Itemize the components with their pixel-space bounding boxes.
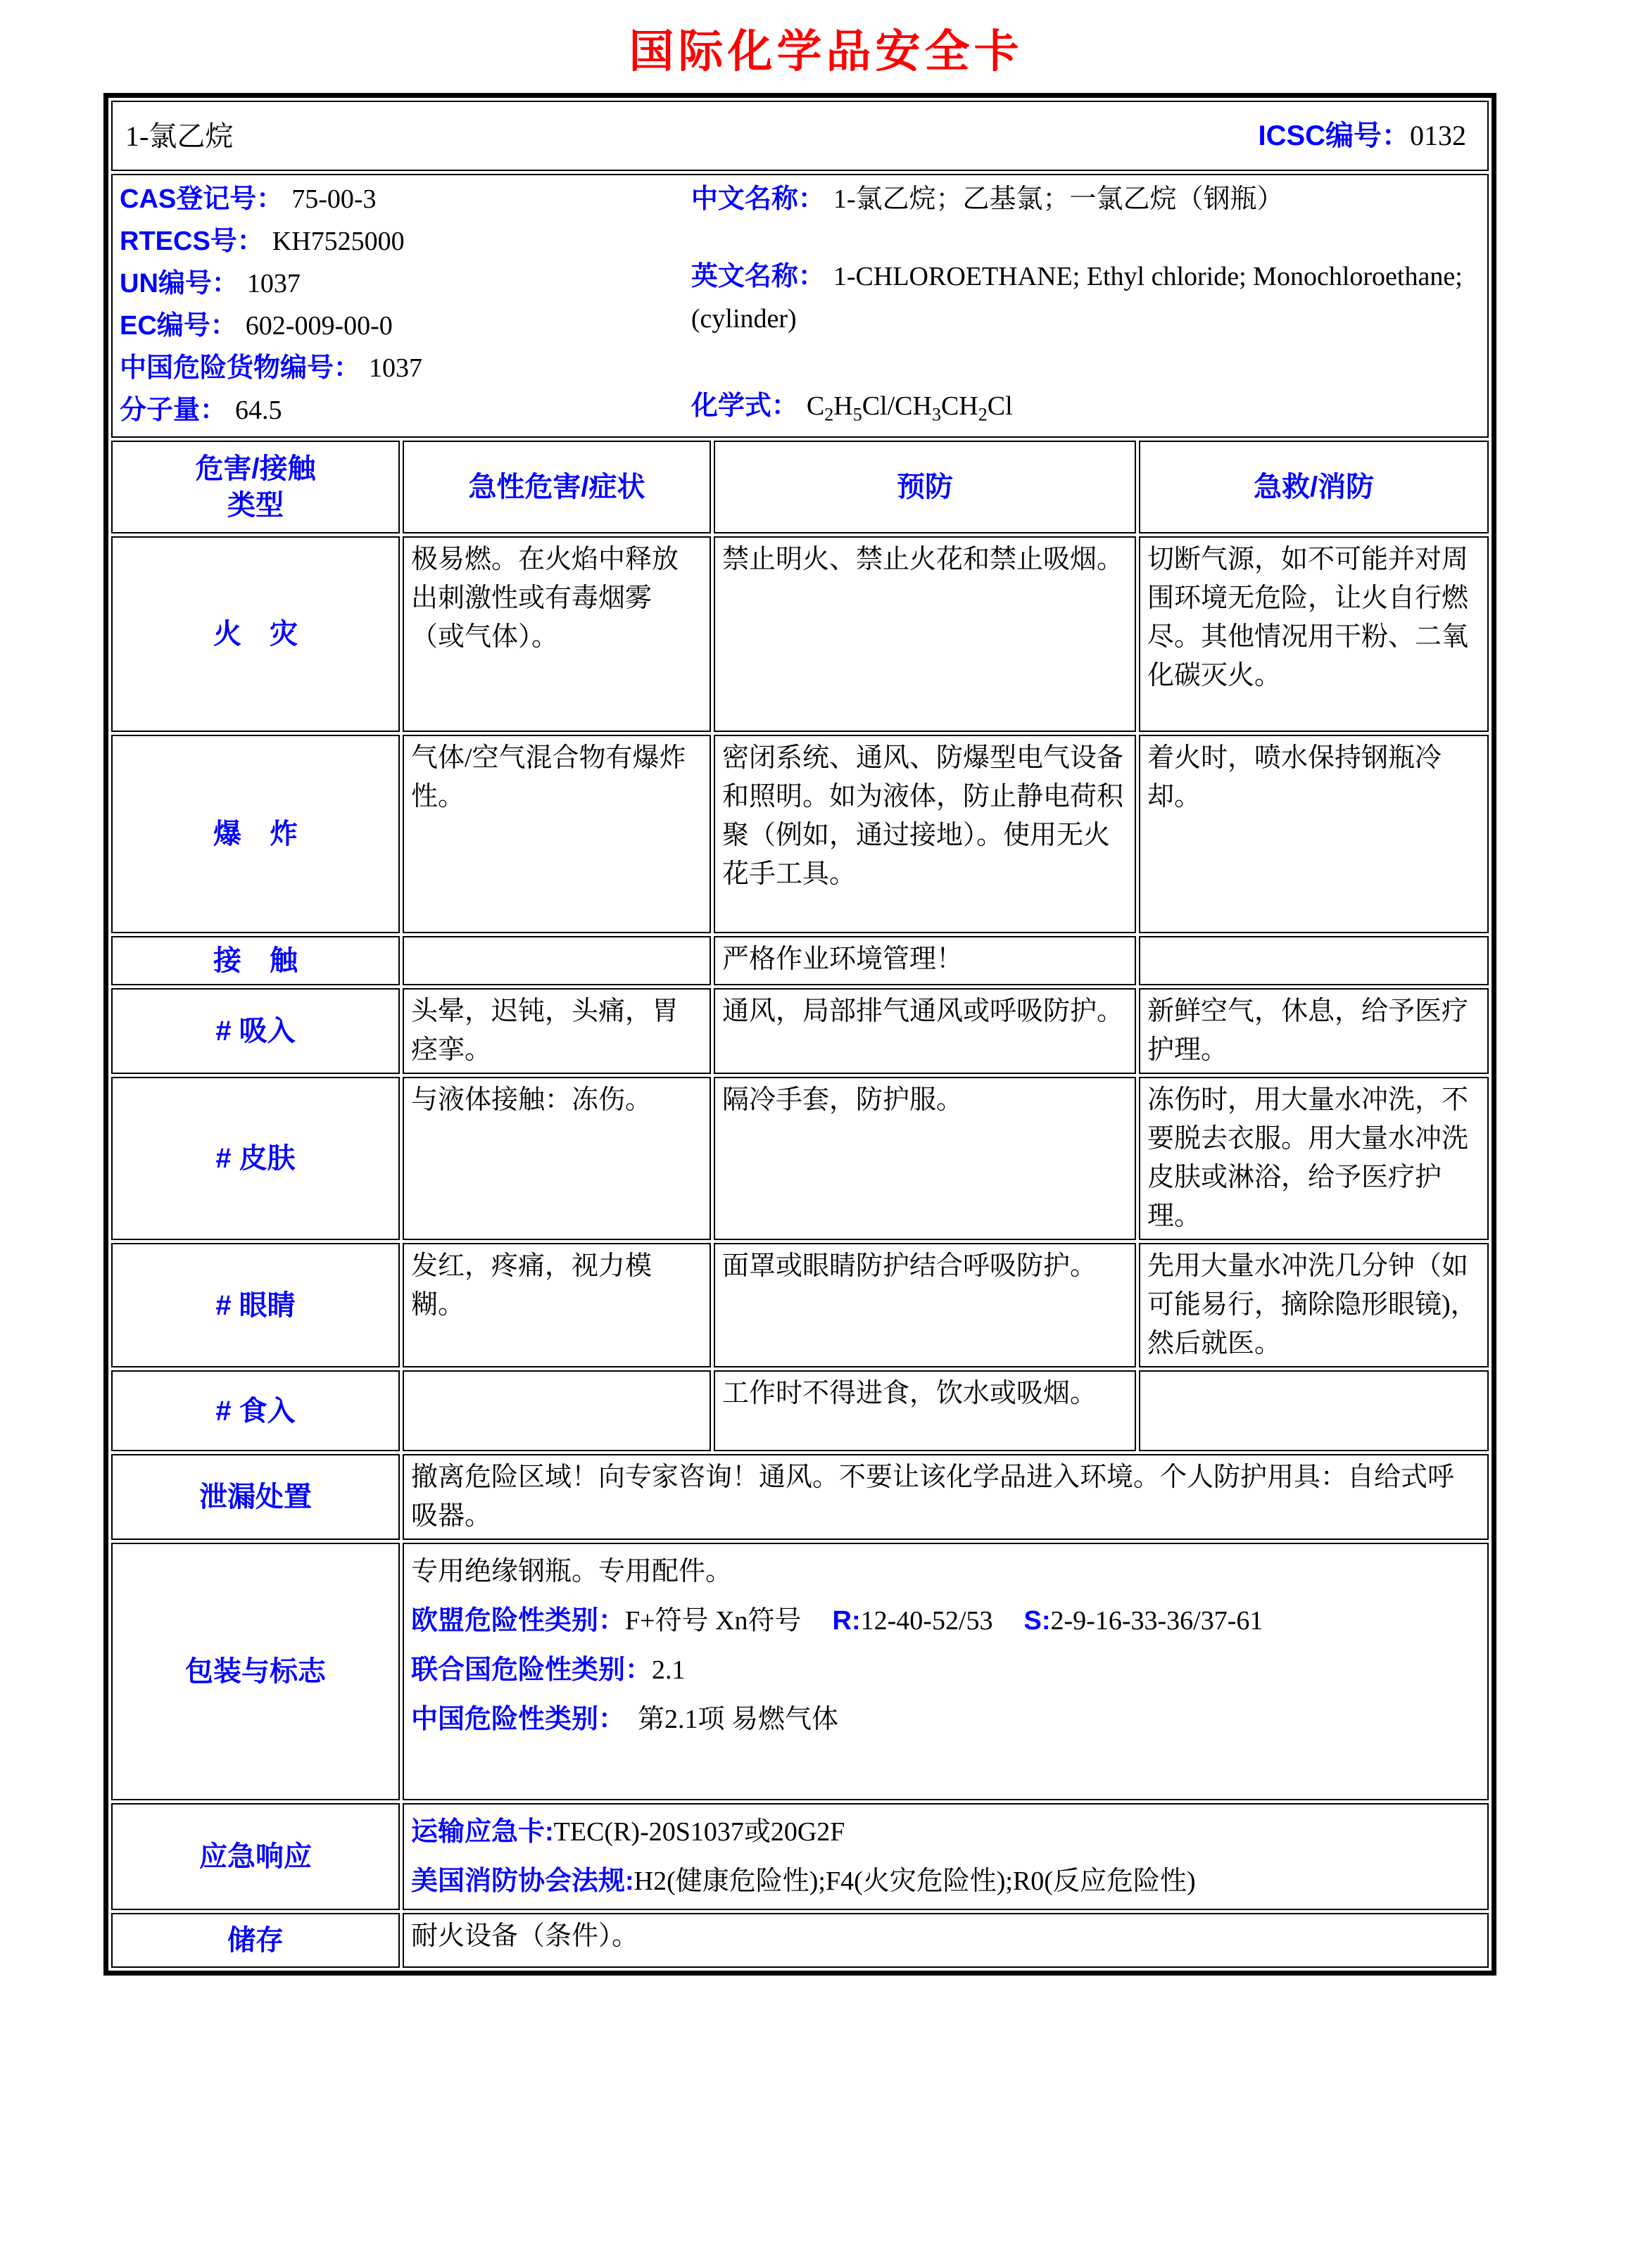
- hazard-row-ingestion: [111, 1370, 1489, 1451]
- china-dangerous-goods-number: 中国危险货物编号： 1037: [120, 353, 423, 383]
- hazard-type-ingestion: # 食入: [111, 1370, 400, 1451]
- hazard-row-skin: [111, 1077, 1489, 1240]
- explosion-aid-cell: 着火时，喷水保持钢瓶冷却。: [1139, 735, 1489, 933]
- contact-prevention-cell: 严格作业环境管理！: [714, 936, 1136, 985]
- transport-emergency-card-label: 运输应急卡:: [411, 1817, 554, 1847]
- chemical-formula: 化学式： $C_2H_5Cl/CH_3CH_2Cl$: [691, 391, 1013, 425]
- cn-class-label: 中国危险性类别：: [411, 1705, 626, 1734]
- storage-row: [111, 1913, 1489, 1968]
- eyes-prevention-cell: 面罩或眼睛防护结合呼吸防护。: [714, 1243, 1136, 1367]
- packaging-cn-class-line: [411, 1695, 1480, 1744]
- storage-content: 耐火设备（条件）。: [403, 1913, 1489, 1968]
- hazard-row-fire: [111, 536, 1489, 732]
- fire-prevention-cell: 禁止明火、禁止火花和禁止吸烟。: [714, 536, 1136, 732]
- skin-symptoms-cell: 与液体接触：冻伤。: [403, 1077, 711, 1240]
- column-header-prevention: 预防: [714, 441, 1136, 533]
- inhalation-prevention-cell: 通风，局部排气通风或呼吸防护。: [714, 988, 1136, 1074]
- cn-class-value: 第2.1项 易燃气体: [638, 1705, 839, 1734]
- hazard-type-eyes: # 眼睛: [111, 1243, 400, 1367]
- packaging-content: [403, 1543, 1489, 1800]
- icsc-page: [0, 15, 1652, 2243]
- packaging-label: 包装与标志: [111, 1543, 400, 1800]
- ec-number: EC编号： 602-009-00-0: [120, 311, 393, 341]
- eu-s-label: S:: [1023, 1606, 1051, 1636]
- hazard-row-contact: [111, 936, 1489, 985]
- packaging-container-line: 专用绝缘钢瓶。专用配件。: [411, 1557, 733, 1586]
- identification-left-column: [120, 178, 691, 431]
- substance-name: 1-氯乙烷: [125, 120, 234, 152]
- eu-r-value: 12-40-52/53: [860, 1606, 993, 1636]
- inhalation-aid-cell: 新鲜空气，休息，给予医疗护理。: [1139, 988, 1489, 1074]
- icsc-number-label: ICSC编号：: [1258, 120, 1411, 151]
- ingestion-symptoms-cell: [403, 1370, 711, 1451]
- substance-title-row: [111, 101, 1489, 171]
- molecular-weight: 分子量： 64.5: [120, 396, 282, 425]
- hazard-table-header-row: [111, 441, 1489, 533]
- packaging-row: [111, 1543, 1489, 1800]
- hazard-row-inhalation: [111, 988, 1489, 1074]
- hazard-type-contact: 接 触: [111, 936, 400, 985]
- fire-symptoms-cell: 极易燃。在火焰中释放出刺激性或有毒烟雾（或气体）。: [403, 536, 711, 732]
- chemical-formula-value: $C_2H_5Cl/CH_3CH_2Cl$: [806, 391, 1013, 425]
- hazard-row-eyes: [111, 1243, 1489, 1367]
- hazard-type-inhalation: # 吸入: [111, 988, 400, 1074]
- eu-class-symbols: F+符号 Xn符号: [625, 1606, 802, 1636]
- icsc-number-value: 0132: [1410, 120, 1467, 151]
- inhalation-symptoms-cell: 头晕，迟钝，头痛，胃痉挛。: [403, 988, 711, 1074]
- spill-disposal-content: 撤离危险区域！向专家咨询！通风。不要让该化学品进入环境。个人防护用具：自给式呼吸器。: [403, 1454, 1489, 1540]
- packaging-eu-class-line: [411, 1596, 1291, 1645]
- identification-right-column: [691, 178, 1480, 431]
- eu-r-label: R:: [832, 1606, 861, 1636]
- column-header-first-aid: 急救/消防: [1139, 441, 1489, 533]
- skin-aid-cell: 冻伤时，用大量水冲洗，不要脱去衣服。用大量水冲洗皮肤或淋浴，给予医疗护理。: [1139, 1077, 1489, 1240]
- eyes-symptoms-cell: 发红，疼痛，视力模糊。: [403, 1243, 711, 1367]
- column-header-symptoms: 急性危害/症状: [403, 441, 711, 533]
- skin-prevention-cell: 隔冷手套，防护服。: [714, 1077, 1136, 1240]
- substance-title-cell: [111, 101, 1489, 171]
- page-title: 国际化学品安全卡: [629, 26, 1023, 77]
- icsc-number: [1258, 116, 1480, 156]
- icsc-card-table: [103, 93, 1496, 1976]
- hazard-row-explosion: [111, 735, 1489, 933]
- ingestion-prevention-cell: 工作时不得进食，饮水或吸烟。: [714, 1370, 1136, 1451]
- fire-aid-cell: 切断气源，如不可能并对周围环境无危险，让火自行燃尽。其他情况用干粉、二氧化碳灭火。: [1139, 536, 1489, 732]
- packaging-un-class-line: [411, 1645, 1480, 1695]
- identification-row: [111, 174, 1489, 438]
- eu-s-value: 2-9-16-33-36/37-61: [1050, 1606, 1263, 1636]
- nfpa-code-label: 美国消防协会法规:: [411, 1866, 634, 1896]
- rtecs-number: RTECS号： KH7525000: [120, 227, 405, 256]
- hazard-type-skin: # 皮肤: [111, 1077, 400, 1240]
- un-number: UN编号： 1037: [120, 269, 301, 298]
- nfpa-code-value: H2(健康危险性);F4(火灾危险性);R0(反应危险性): [633, 1866, 1196, 1896]
- explosion-prevention-cell: 密闭系统、通风、防爆型电气设备和照明。如为液体，防止静电荷积聚（例如，通过接地）。使用无火花手工具。: [714, 735, 1136, 933]
- hazard-type-fire: 火 灾: [111, 536, 400, 732]
- eyes-aid-cell: 先用大量水冲洗几分钟（如可能易行，摘除隐形眼镜)，然后就医。: [1139, 1243, 1489, 1367]
- emergency-response-label: 应急响应: [111, 1803, 400, 1910]
- contact-aid-cell: [1139, 936, 1489, 985]
- transport-emergency-card-line: [411, 1807, 1480, 1857]
- cas-number: CAS登记号： 75-00-3: [120, 184, 377, 214]
- un-class-label: 联合国危险性类别：: [411, 1655, 652, 1685]
- eu-class-label: 欧盟危险性类别：: [411, 1606, 626, 1636]
- nfpa-code-line: [411, 1857, 1480, 1906]
- emergency-response-row: [111, 1803, 1489, 1910]
- storage-label: 储存: [111, 1913, 400, 1968]
- hazard-type-explosion: 爆 炸: [111, 735, 400, 933]
- column-header-hazard-type: 危害/接触 类型: [111, 441, 400, 533]
- contact-symptoms-cell: [403, 936, 711, 985]
- spill-disposal-label: 泄漏处置: [111, 1454, 400, 1540]
- transport-emergency-card-value: TEC(R)-20S1037或20G2F: [553, 1817, 845, 1847]
- un-class-value: 2.1: [652, 1655, 686, 1685]
- english-name: 英文名称： 1-CHLOROETHANE; Ethyl chloride; Monochloroethane; (cylinder): [691, 262, 1463, 334]
- ingestion-aid-cell: [1139, 1370, 1489, 1451]
- spill-disposal-row: [111, 1454, 1489, 1540]
- explosion-symptoms-cell: 气体/空气混合物有爆炸性。: [403, 735, 711, 933]
- identification-cell: [111, 174, 1489, 438]
- emergency-response-content: [403, 1803, 1489, 1910]
- chinese-name: 中文名称： 1-氯乙烷；乙基氯；一氯乙烷（钢瓶）: [691, 184, 1284, 214]
